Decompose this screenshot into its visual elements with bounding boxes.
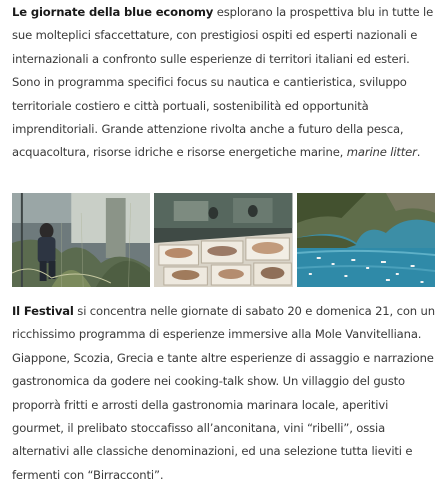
photo-gallery [12, 193, 435, 287]
intro-text: esplorano la prospettiva blu in tutte le sue molteplici sfaccettature, con prestigiosi ospiti ed esperti nazionali e internazionali a confronto sulle esperienze di territori italiani ed esteri. Sono in programma specifici focus su nautica e cantieristica, sviluppo territoriale costiero e città portuali, sostenibilità ed opportunità imprenditoriali. Grande attenzione rivolta anche a futuro della pesca, acquacoltura, risorse idriche e risorse energetiche marine, [12, 5, 434, 160]
intro-bold-title: Le giornate della blue economy [12, 5, 214, 19]
intro-italic-term: marine litter [346, 145, 417, 160]
festival-bold-title: Il Festival [12, 304, 74, 318]
coastal-bay-boats-photo[interactable] [297, 193, 435, 287]
coastal-bay-image [297, 193, 435, 287]
fisherman-nets-image [12, 193, 150, 287]
fish-market-crates-photo[interactable] [154, 193, 292, 287]
intro-paragraph [12, 1, 438, 165]
festival-paragraph [12, 300, 438, 487]
fisherman-nets-photo[interactable] [12, 193, 150, 287]
fish-market-image [154, 193, 292, 287]
festival-text: si concentra nelle giornate di sabato 20 e domenica 21, con un ricchissimo programma di esperienze immersive alla Mole Vanvitelliana. Giappone, Scozia, Grecia e tante altre esperienze di assaggio e narrazione gastronomica da godere nei cooking-talk show. Un villaggio del gusto proporrà fritti e arrosti della gastronomia marinara locale, aperitivi gourmet, il prelibato stoccafisso all’anconitana, vini “ribelli”, ossia alternativi alle classiche denominazioni, ed una selezione tutta lieviti e fermenti con “Birracconti”. [12, 304, 435, 482]
intro-text-end: . [416, 145, 421, 160]
